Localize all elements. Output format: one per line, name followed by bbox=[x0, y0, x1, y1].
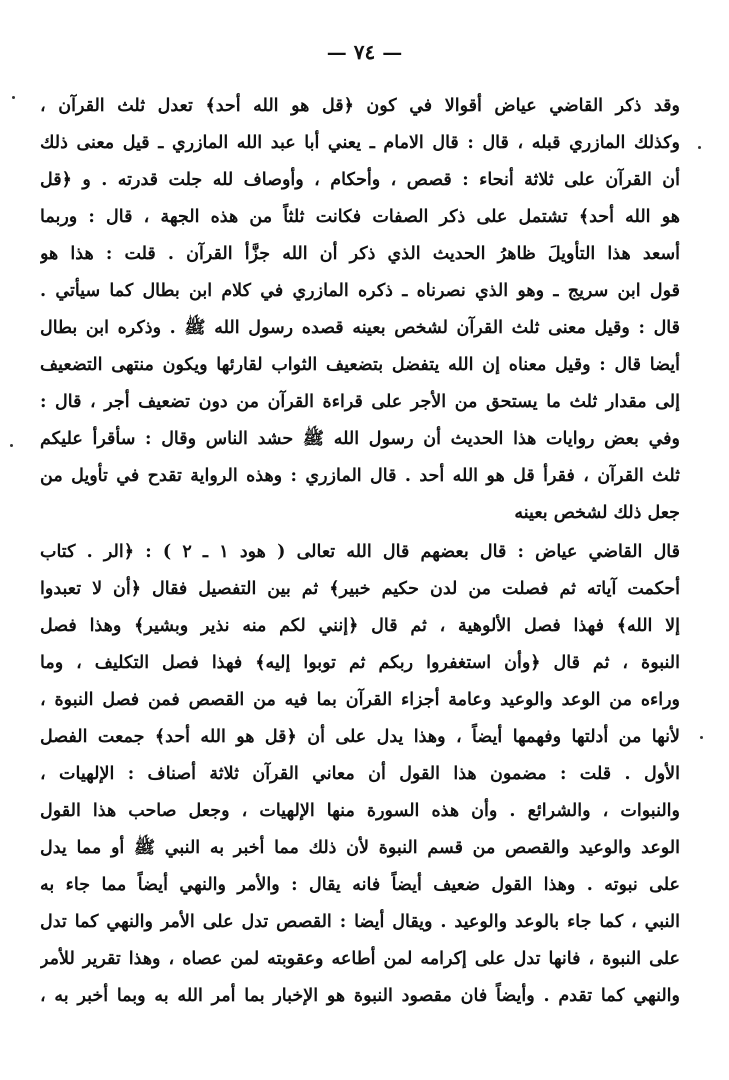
paragraph-1 bbox=[40, 88, 680, 532]
text-line: قول ابن سريج ـ وهو الذي نصرناه ـ ذكره المازري في كلام ابن بطال كما سيأتي . bbox=[40, 281, 680, 301]
text-line: أحكمت آياته ثم فصلت من لدن حكيم خبير﴾ ثم بين التفصيل فقال ﴿أن لا تعبدوا bbox=[40, 579, 680, 599]
scan-speck bbox=[698, 146, 701, 149]
text-line: وفي بعض روايات هذا الحديث أن رسول الله ﷺ حشد الناس وقال : سأقرأ عليكم bbox=[40, 429, 680, 449]
text-line: إلا الله﴾ فهذا فصل الألوهية ، ثم قال ﴿إنني لكم منه نذير وبشير﴾ وهذا فصل bbox=[40, 616, 680, 636]
text-line: جعل ذلك لشخص بعينه bbox=[514, 503, 680, 523]
text-line: على النبوة ، فانها تدل على إكرامه لمن أطاعه وعقوبته لمن عصاه ، وهذا تقرير للأمر bbox=[40, 949, 680, 969]
text-line: النبي ، كما جاء بالوعد والوعيد . ويقال أيضا : القصص تدل على الأمر والنهي كما تدل bbox=[40, 912, 680, 932]
text-line: هو الله أحد﴾ تشتمل على ذكر الصفات فكانت ثلثاً من هذه الجهة ، قال : وربما bbox=[40, 207, 680, 227]
page-number: — ٧٤ — bbox=[326, 40, 403, 64]
text-line: قال : وقيل معنى ثلث القرآن لشخص بعينه قصده رسول الله ﷺ . وذكره ابن بطال bbox=[40, 318, 680, 338]
text-line: لأنها من أدلتها وفهمها أيضاً ، وهذا يدل على أن ﴿قل هو الله أحد﴾ جمعت الفصل bbox=[40, 727, 680, 747]
scan-speck bbox=[12, 96, 15, 99]
text-line: والنهي كما تقدم . وأيضاً فان مقصود النبوة هو الإخبار بما أمر الله به وبما أخبر به ، bbox=[40, 986, 680, 1006]
text-line: أسعد هذا التأويلَ ظاهرُ الحديث الذي ذكر أن الله جزَّأ القرآن . قلت : هذا هو bbox=[40, 244, 680, 264]
text-line: إلى مقدار ثلث ما يستحق من الأجر على قراءة القرآن من دون تضعيف أجر ، قال : bbox=[40, 392, 680, 412]
text-line: أن القرآن على ثلاثة أنحاء : قصص ، وأحكام ، وأوصاف لله جلت قدرته . و ﴿قل bbox=[40, 170, 680, 190]
text-line: ثلث القرآن ، فقرأ قل هو الله أحد . قال المازري : وهذه الرواية تقدح في تأويل من bbox=[40, 466, 680, 486]
paragraph-2 bbox=[40, 534, 680, 1015]
text-line: قال القاضي عياض : قال بعضهم قال الله تعالى ( هود ١ ـ ٢ ) : ﴿الر . كتاب bbox=[40, 542, 680, 562]
scan-speck bbox=[10, 444, 13, 447]
scan-speck bbox=[700, 736, 703, 739]
text-line: والنبوات ، والشرائع . وأن هذه السورة منها الإلهيات ، وجعل صاحب هذا القول bbox=[40, 801, 680, 821]
text-line: وكذلك المازري قبله ، قال : قال الامام ـ يعني أبا عبد الله المازري ـ قيل معنى ذلك bbox=[40, 133, 680, 153]
text-line: على نبوته . وهذا القول ضعيف أيضاً فانه يقال : والأمر والنهي أيضاً مما جاء به bbox=[40, 875, 680, 895]
text-line: وقد ذكر القاضي عياض أقوالا في كون ﴿قل هو الله أحد﴾ تعدل ثلث القرآن ، bbox=[40, 96, 680, 116]
text-line: النبوة ، ثم قال ﴿وأن استغفروا ربكم ثم توبوا إليه﴾ فهذا فصل التكليف ، وما bbox=[40, 653, 680, 673]
text-line: الأول . قلت : مضمون هذا القول أن معاني القرآن ثلاثة أصناف : الإلهيات ، bbox=[40, 764, 680, 784]
text-line: أيضا قال : وقيل معناه إن الله يتفضل بتضعيف الثواب لقارئها ويكون منتهى التضعيف bbox=[40, 355, 680, 375]
text-line: وراءه من الوعد والوعيد وعامة أجزاء القرآن بما فيه من القصص فمن فصل النبوة ، bbox=[40, 690, 680, 710]
text-line: الوعد والوعيد والقصص من قسم النبوة لأن ذلك مما أخبر به النبي ﷺ أو مما يدل bbox=[40, 838, 680, 858]
